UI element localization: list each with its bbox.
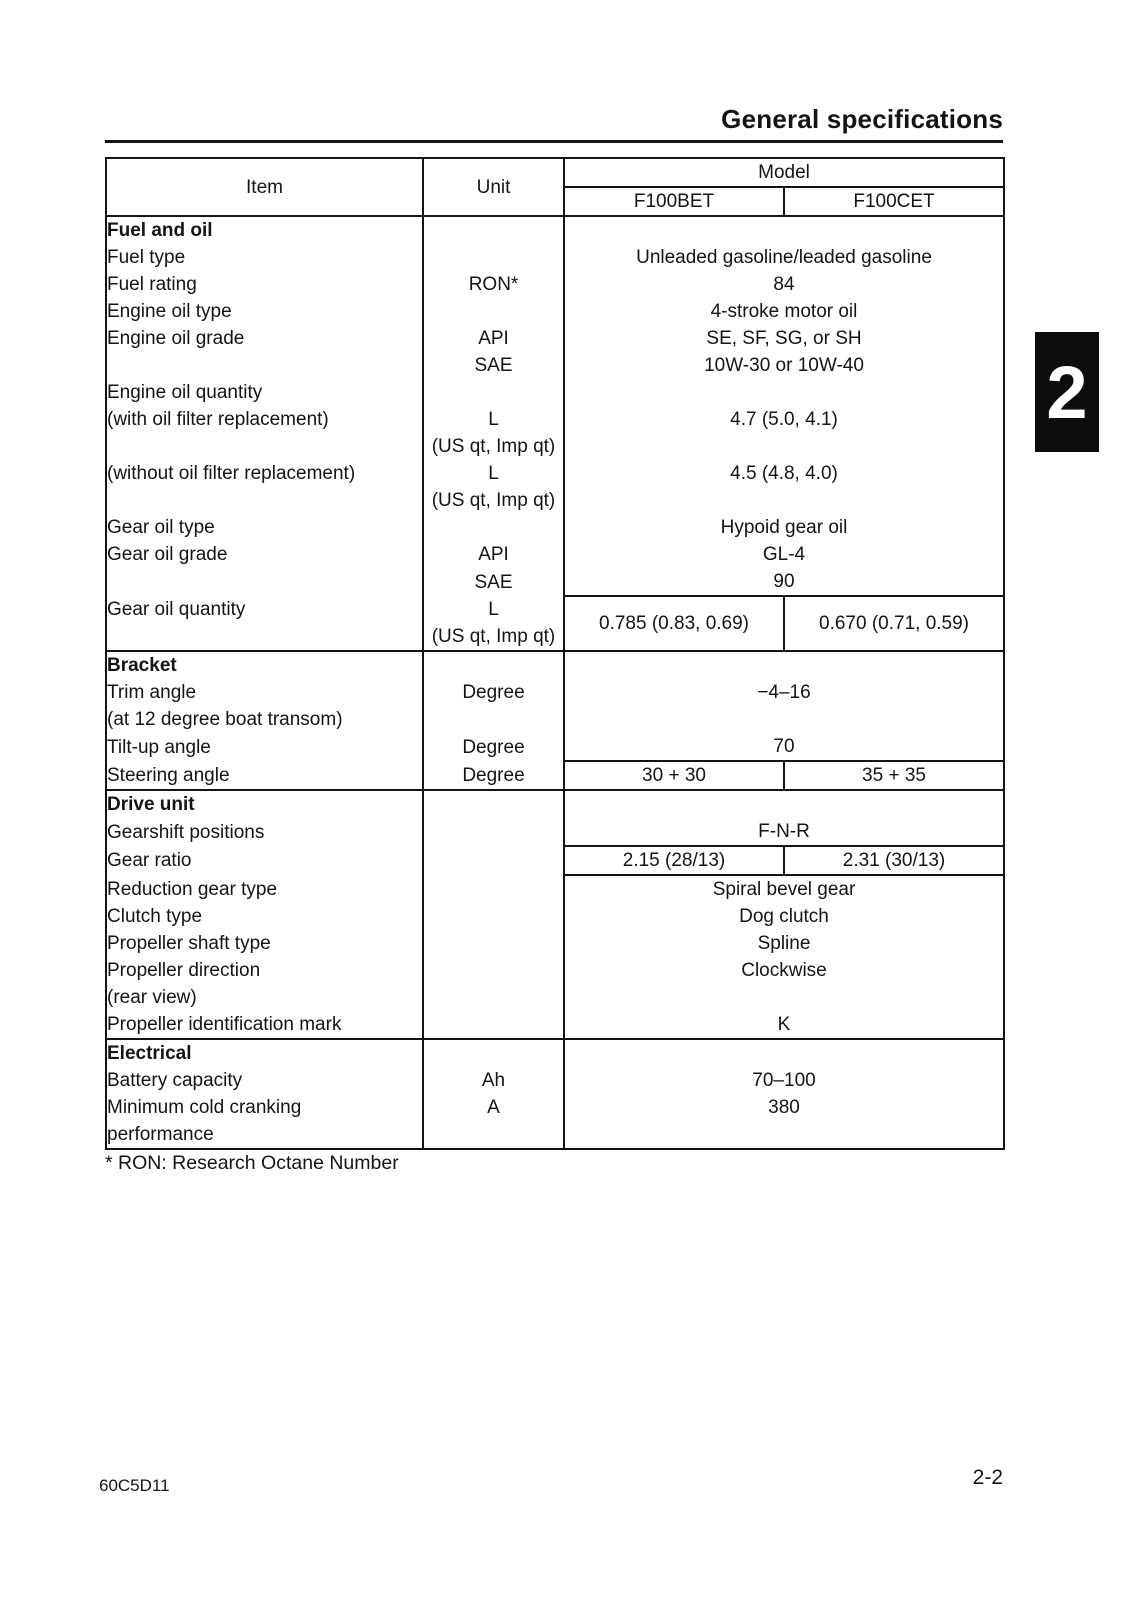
value-cell: 380: [768, 1097, 800, 1118]
item-cell: Fuel rating: [106, 271, 423, 298]
specifications-table: [105, 157, 1005, 1150]
unit-cell: [423, 706, 564, 733]
table-row: [106, 957, 1004, 984]
unit-cell: [423, 957, 564, 984]
section-title: Drive unit: [106, 790, 423, 818]
table-row: [106, 1094, 1004, 1121]
table-row: [106, 514, 1004, 541]
table-row: [106, 379, 1004, 406]
unit-cell: [423, 984, 564, 1011]
unit-cell: (US qt, Imp qt): [423, 433, 564, 460]
unit-cell: [423, 244, 564, 271]
unit-cell: [423, 930, 564, 957]
unit-cell: L: [423, 406, 564, 433]
value-cell: [564, 984, 1004, 1011]
table-row: [106, 433, 1004, 460]
unit-cell: (US qt, Imp qt): [423, 487, 564, 514]
unit-cell: [423, 1011, 564, 1039]
item-cell: Engine oil grade: [106, 325, 423, 352]
footnote: * RON: Research Octane Number: [105, 1152, 399, 1174]
value-cell: [564, 487, 1004, 514]
value-cell: [564, 706, 1004, 733]
item-cell: [106, 487, 423, 514]
section-title: Fuel and oil: [106, 216, 423, 244]
unit-cell: [423, 846, 564, 875]
item-cell: Tilt-up angle: [106, 733, 423, 761]
value-cell: Spiral bevel gear: [712, 879, 856, 900]
unit-cell: [423, 298, 564, 325]
table-row: [106, 706, 1004, 733]
value-cell: 90: [773, 571, 795, 592]
column-header-unit: Unit: [423, 158, 564, 216]
section-title: Electrical: [106, 1039, 423, 1067]
unit-cell: [423, 790, 564, 818]
value-cell: Hypoid gear oil: [720, 517, 848, 538]
table-row: [106, 568, 1004, 596]
value-cell-f100cet: 35 + 35: [784, 761, 1004, 790]
table-row: [106, 761, 1004, 790]
unit-cell: (US qt, Imp qt): [423, 623, 564, 651]
item-cell: Gearshift positions: [106, 818, 423, 846]
unit-cell: Ah: [423, 1067, 564, 1094]
table-row: [106, 875, 1004, 903]
column-header-f100bet: F100BET: [564, 187, 784, 216]
item-cell: [106, 433, 423, 460]
section-row: [106, 216, 1004, 244]
value-cell-f100bet: 30 + 30: [564, 761, 784, 790]
section-row: [106, 651, 1004, 679]
table-row: [106, 733, 1004, 761]
table-row: [106, 298, 1004, 325]
unit-cell: [423, 379, 564, 406]
value-cell: Unleaded gasoline/leaded gasoline: [636, 247, 932, 268]
item-cell: Trim angle: [106, 679, 423, 706]
value-cell: [564, 1039, 1004, 1067]
unit-cell: [423, 514, 564, 541]
table-row: [106, 930, 1004, 957]
unit-cell: API: [423, 325, 564, 352]
item-cell: Propeller shaft type: [106, 930, 423, 957]
unit-cell: Degree: [423, 679, 564, 706]
chapter-tab: 2: [1035, 332, 1099, 452]
section-row: [106, 1039, 1004, 1067]
item-cell: (rear view): [106, 984, 423, 1011]
table-row: [106, 460, 1004, 487]
unit-cell: API: [423, 541, 564, 568]
value-cell-f100cet: 2.31 (30/13): [784, 846, 1004, 875]
value-cell: [564, 379, 1004, 406]
item-cell: Reduction gear type: [106, 875, 423, 903]
item-cell: (without oil filter replacement): [106, 460, 423, 487]
item-cell: Gear oil grade: [106, 541, 423, 568]
value-cell-f100cet: 0.670 (0.71, 0.59): [784, 596, 1004, 651]
item-cell: Steering angle: [106, 761, 423, 790]
table-row: [106, 846, 1004, 875]
unit-cell: RON*: [423, 271, 564, 298]
unit-cell: SAE: [423, 352, 564, 379]
value-cell: Spline: [757, 933, 811, 954]
item-cell: [106, 623, 423, 651]
value-cell: [564, 216, 1004, 244]
item-cell: [106, 352, 423, 379]
unit-cell: [423, 903, 564, 930]
value-cell: 84: [773, 274, 795, 295]
unit-cell: [423, 1121, 564, 1149]
value-cell: F-N-R: [758, 821, 810, 842]
item-cell: (with oil filter replacement): [106, 406, 423, 433]
item-cell: performance: [106, 1121, 423, 1149]
table-row: [106, 679, 1004, 706]
unit-cell: L: [423, 460, 564, 487]
unit-cell: Degree: [423, 733, 564, 761]
unit-cell: L: [423, 596, 564, 623]
item-cell: Fuel type: [106, 244, 423, 271]
unit-cell: SAE: [423, 568, 564, 596]
table-row: [106, 325, 1004, 352]
value-cell: [564, 651, 1004, 679]
table-row: [106, 1011, 1004, 1039]
table-row: [106, 541, 1004, 568]
item-cell: Gear ratio: [106, 846, 423, 875]
table-row: [106, 903, 1004, 930]
value-cell: GL-4: [762, 544, 806, 565]
page-number: 2-2: [972, 1466, 1003, 1489]
unit-cell: [423, 216, 564, 244]
column-header-item: Item: [106, 158, 423, 216]
value-cell: 4-stroke motor oil: [710, 301, 858, 322]
section-title: Bracket: [106, 651, 423, 679]
value-cell: 70: [773, 736, 795, 757]
unit-cell: A: [423, 1094, 564, 1121]
table-row: [106, 1067, 1004, 1094]
value-cell: 4.7 (5.0, 4.1): [730, 409, 838, 430]
unit-cell: Degree: [423, 761, 564, 790]
table-row: [106, 352, 1004, 379]
table-row: [106, 1121, 1004, 1149]
item-cell: Propeller direction: [106, 957, 423, 984]
page-title: General specifications: [721, 104, 1003, 134]
section-row: [106, 790, 1004, 818]
value-cell: Dog clutch: [739, 906, 829, 927]
item-cell: [106, 568, 423, 596]
value-cell: [564, 1121, 1004, 1149]
unit-cell: [423, 875, 564, 903]
unit-cell: [423, 651, 564, 679]
table-row: [106, 244, 1004, 271]
unit-cell: [423, 1039, 564, 1067]
unit-cell: [423, 818, 564, 846]
column-header-f100cet: F100CET: [853, 191, 935, 212]
value-cell: 10W-30 or 10W-40: [704, 355, 864, 376]
item-cell: Gear oil type: [106, 514, 423, 541]
table-row: [106, 487, 1004, 514]
item-cell: Clutch type: [106, 903, 423, 930]
table-row: [106, 984, 1004, 1011]
value-cell-f100bet: 0.785 (0.83, 0.69): [564, 596, 784, 651]
item-cell: Gear oil quantity: [106, 596, 423, 623]
table-row: [106, 406, 1004, 433]
value-cell: −4–16: [757, 682, 811, 703]
value-cell: [564, 790, 1004, 818]
table-row: [106, 271, 1004, 298]
value-cell-f100bet: 2.15 (28/13): [564, 846, 784, 875]
value-cell: [564, 433, 1004, 460]
value-cell: 70–100: [752, 1070, 816, 1091]
table-header-row: [106, 158, 1004, 187]
item-cell: Battery capacity: [106, 1067, 423, 1094]
value-cell: 4.5 (4.8, 4.0): [730, 463, 838, 484]
document-code: 60C5D11: [99, 1476, 170, 1495]
item-cell: Minimum cold cranking: [106, 1094, 423, 1121]
value-cell: K: [777, 1014, 791, 1035]
column-header-model: Model: [564, 158, 1004, 187]
value-cell: Clockwise: [741, 960, 827, 981]
value-cell: SE, SF, SG, or SH: [706, 328, 862, 349]
title-rule: [105, 140, 1003, 143]
item-cell: Propeller identification mark: [106, 1011, 423, 1039]
item-cell: (at 12 degree boat transom): [106, 706, 423, 733]
table-row: [106, 818, 1004, 846]
table-row: [106, 596, 1004, 623]
item-cell: Engine oil quantity: [106, 379, 423, 406]
item-cell: Engine oil type: [106, 298, 423, 325]
